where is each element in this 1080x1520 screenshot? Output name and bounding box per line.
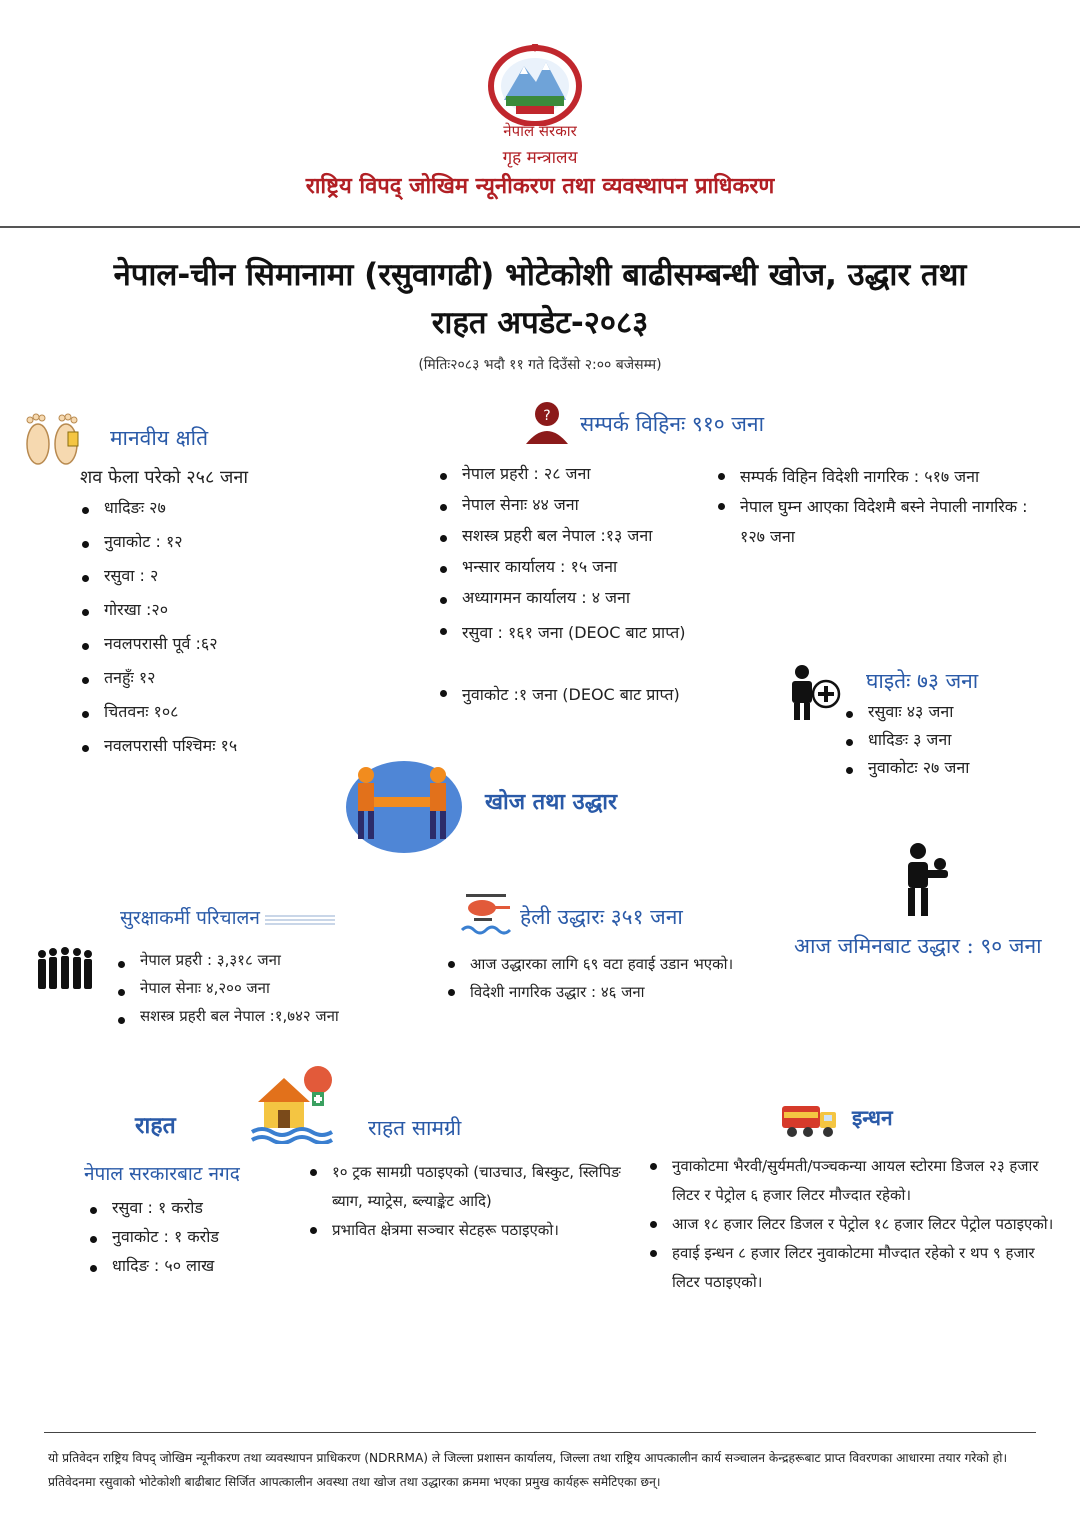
list-item: धादिङः ३ जना bbox=[842, 728, 1062, 756]
list-item: अध्यागमन कार्यालय : ४ जना bbox=[436, 586, 706, 617]
security-heading-wrap bbox=[120, 904, 360, 934]
list-item: आज १८ हजार लिटर डिजल र पेट्रोल १८ हजार लिटर पेट्रोल पठाइएको। bbox=[646, 1210, 1056, 1239]
footer-divider bbox=[44, 1432, 1036, 1433]
list-item: गोरखा :२० bbox=[78, 598, 378, 632]
relief-material-heading: राहत सामग्री bbox=[368, 1116, 462, 1140]
heli-heading: हेली उद्धारः ३५१ जना bbox=[520, 905, 683, 929]
list-item: नेपाल सेनाः ४,२०० जना bbox=[114, 978, 414, 1006]
list-item: भन्सार कार्यालय : १५ जना bbox=[436, 555, 706, 586]
list-item: विदेशी नागरिक उद्धार : ४६ जना bbox=[444, 978, 744, 1006]
list-item: नुवाकोट : १ करोड bbox=[86, 1225, 306, 1254]
heli-list bbox=[444, 950, 744, 1006]
nepal-emblem bbox=[486, 44, 584, 126]
list-item: रसुवा : १६१ जना (DEOC बाट प्राप्त) bbox=[436, 617, 706, 679]
person-carrying-icon bbox=[894, 842, 952, 918]
list-item: सशस्त्र प्रहरी बल नेपाल :१३ जना bbox=[436, 524, 706, 555]
list-item: सशस्त्र प्रहरी बल नेपाल :१,७४२ जना bbox=[114, 1006, 414, 1034]
list-item: धादिङ : ५० लाख bbox=[86, 1254, 306, 1283]
footer-note: यो प्रतिवेदन राष्ट्रिय विपद् जोखिम न्यूनीकरण तथा व्यवस्थापन प्राधिकरण (NDRRMA) ले जिल्ला प्रशासन कार्यालय, जिल्ला तथा राष्ट्रिय आपत्कालीन कार्य सञ्चालन केन्द्रहरूबाट प्राप्त विवरणका आधारमा तयार गरेको हो। प्रतिवेदनमा रसुवाको भोटेकोशी बाढीबाट सिर्जित आपत्कालीन अवस्था तथा खोज तथा उद्धारका क्रममा भएका प्रमुख कार्यहरू समेटिएका छन्। bbox=[48, 1451, 1008, 1489]
authority-label: राष्ट्रिय विपद् जोखिम न्यूनीकरण तथा व्यवस्थापन प्राधिकरण bbox=[305, 173, 775, 199]
list-item: तनहुँः १२ bbox=[78, 666, 378, 700]
human-loss-heading: मानवीय क्षति bbox=[110, 426, 209, 450]
search-rescue-heading: खोज तथा उद्धार bbox=[485, 789, 617, 815]
list-item: धादिङः २७ bbox=[78, 496, 378, 530]
missing-heading: सम्पर्क विहिनः ९१० जना bbox=[580, 412, 765, 436]
gov-label: नेपाल सरकार bbox=[503, 122, 577, 140]
list-item: नुवाकोटमा भैरवी/सुर्यमती/पञ्चकन्या आयल स्टोरमा डिजल २३ हजार लिटर र पेट्रोल ६ हजार लिटर मौज्दात रहेको। bbox=[646, 1152, 1056, 1210]
human-loss-list bbox=[78, 496, 378, 768]
missing-person-icon bbox=[522, 398, 572, 446]
list-item: १० ट्रक सामग्री पठाइएको (चाउचाउ, बिस्कुट, स्लिपिङ ब्याग, म्याट्रेस, ब्ल्याङ्केट आदि) bbox=[306, 1158, 626, 1216]
svg-text:?: ? bbox=[543, 408, 551, 424]
list-item: हवाई इन्धन ८ हजार लिटर नुवाकोटमा मौज्दात रहेको र थप ९ हजार लिटर पठाइएको। bbox=[646, 1239, 1056, 1297]
helicopter-icon bbox=[460, 890, 512, 936]
list-item: नेपाल घुम्न आएका विदेशमै बस्ने नेपाली नागरिक : १२७ जना bbox=[714, 492, 1044, 552]
list-item: सम्पर्क विहिन विदेशी नागरिक : ५१७ जना bbox=[714, 462, 1044, 492]
header-divider bbox=[0, 226, 1080, 228]
fuel-truck-icon bbox=[780, 1100, 840, 1140]
relief-material-list bbox=[306, 1158, 626, 1245]
crowd-icon bbox=[34, 946, 96, 992]
injured-heading: घाइतेः ७३ जना bbox=[866, 669, 979, 693]
relief-cash-list bbox=[86, 1196, 306, 1283]
house-flood-icon bbox=[250, 1062, 335, 1144]
missing-list bbox=[436, 462, 706, 741]
speed-lines bbox=[265, 915, 335, 925]
list-item: रसुवा : २ bbox=[78, 564, 378, 598]
footprint-tag-icon bbox=[18, 410, 88, 470]
ministry-label: गृह मन्त्रालय bbox=[502, 148, 578, 168]
security-heading: सुरक्षाकर्मी परिचालन bbox=[120, 907, 260, 929]
report-date: (मितिः२०८३ भदौ ११ गते दिउँसो २:०० बजेसम्म) bbox=[418, 357, 662, 373]
fuel-list bbox=[646, 1152, 1056, 1297]
list-item: नेपाल प्रहरी : ३,३१८ जना bbox=[114, 950, 414, 978]
ground-rescue-text: आज जमिनबाट उद्धार : ९० जना bbox=[794, 934, 1042, 958]
list-item: नुवाकोटः २७ जना bbox=[842, 756, 1062, 784]
list-item: नेपाल सेनाः ४४ जना bbox=[436, 493, 706, 524]
missing-list-right bbox=[714, 462, 1044, 552]
list-item: चितवनः १०८ bbox=[78, 700, 378, 734]
injured-person-icon bbox=[784, 664, 844, 722]
security-list bbox=[114, 950, 414, 1034]
list-item: प्रभावित क्षेत्रमा सञ्चार सेटहरू पठाइएको। bbox=[306, 1216, 626, 1245]
list-item: नवलपरासी पूर्व :६२ bbox=[78, 632, 378, 666]
injured-list bbox=[842, 700, 1062, 784]
list-item: नुवाकोट :१ जना (DEOC बाट प्राप्त) bbox=[436, 679, 706, 741]
page-title-line1: नेपाल-चीन सिमानामा (रसुवागढी) भोटेकोशी बाढीसम्बन्धी खोज, उद्धार तथा bbox=[113, 257, 967, 293]
fuel-heading: इन्धन bbox=[852, 1105, 893, 1130]
list-item: नवलपरासी पश्चिमः १५ bbox=[78, 734, 378, 768]
relief-cash-heading: नेपाल सरकारबाट नगद bbox=[84, 1163, 240, 1185]
page-title-line2: राहत अपडेट-२०८३ bbox=[431, 305, 649, 341]
bodies-found-text: शव फेला परेको २५८ जना bbox=[80, 467, 249, 488]
list-item: नुवाकोट : १२ bbox=[78, 530, 378, 564]
relief-heading: राहत bbox=[135, 1112, 176, 1139]
list-item: नेपाल प्रहरी : २८ जना bbox=[436, 462, 706, 493]
stretcher-rescue-icon bbox=[340, 755, 465, 855]
list-item: रसुवाः ४३ जना bbox=[842, 700, 1062, 728]
list-item: रसुवा : १ करोड bbox=[86, 1196, 306, 1225]
list-item: आज उद्धारका लागि ६९ वटा हवाई उडान भएको। bbox=[444, 950, 744, 978]
